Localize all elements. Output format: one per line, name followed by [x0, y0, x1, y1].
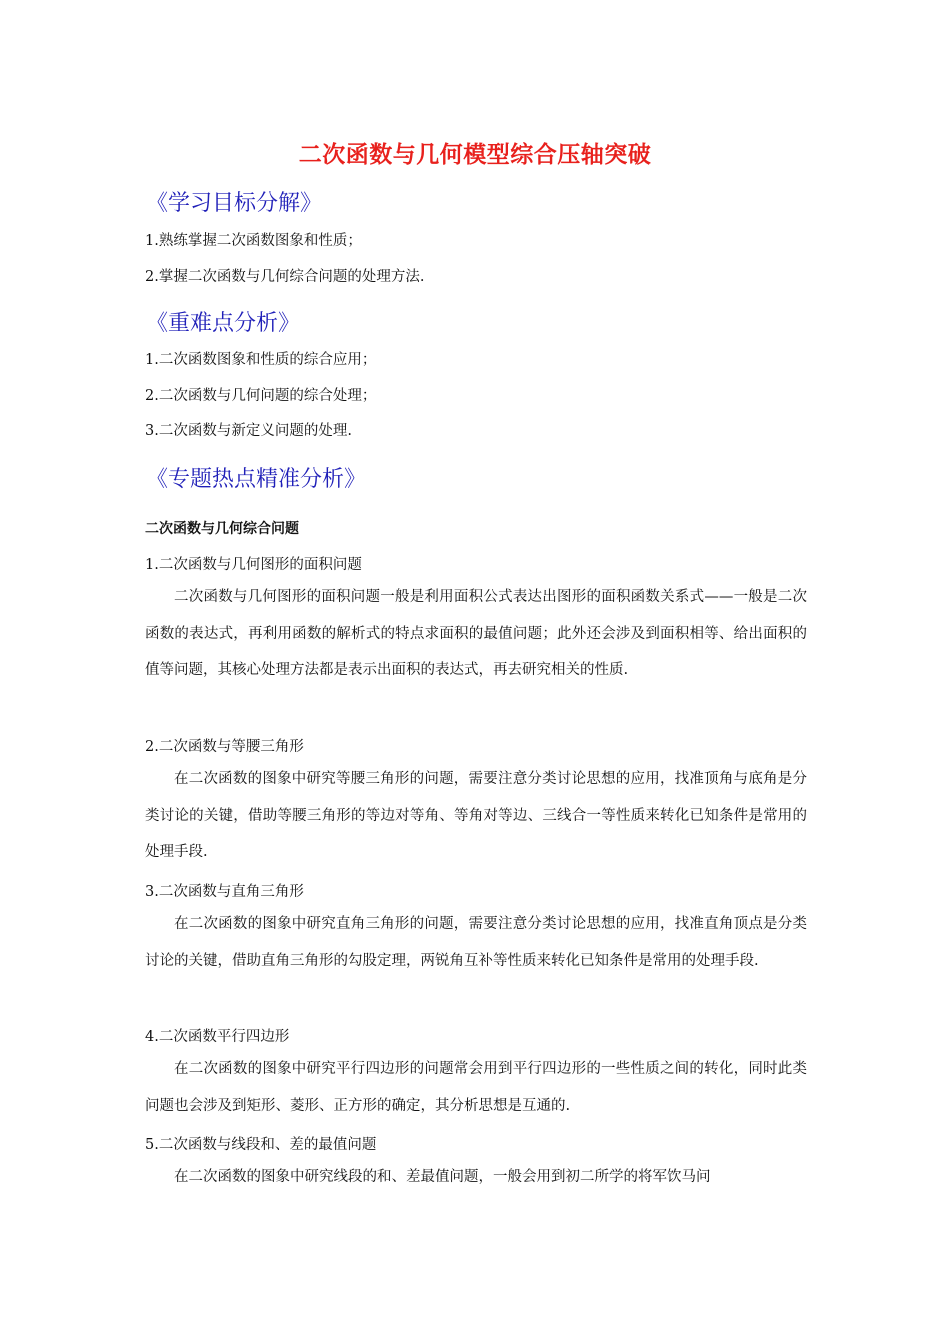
- key-point-item-3: 3.二次函数与新定义问题的处理.: [145, 423, 352, 439]
- heading-learning-goals: 《学习目标分解》: [146, 191, 323, 216]
- topic-label-5: 5.二次函数与线段和、差的最值问题: [145, 1137, 377, 1153]
- topic-text-1: 二次函数与几何图形的面积问题一般是利用面积公式表达出图形的面积函数关系式——一般是二次函数的表达式，再利用函数的解析式的特点求面积的最值问题；此外还会涉及到面积相等、给出面积的值等问题，其核心处理方法都是表示出面积的表达式，再去研究相关的性质.: [145, 589, 807, 678]
- goal-item-2: 2.掌握二次函数与几何综合问题的处理方法.: [145, 269, 425, 285]
- topic-text-3: 在二次函数的图象中研究直角三角形的问题，需要注意分类讨论思想的应用，找准直角顶点是分类讨论的关键，借助直角三角形的勾股定理，两锐角互补等性质来转化已知条件是常用的处理手段.: [145, 916, 807, 969]
- key-point-item-2: 2.二次函数与几何问题的综合处理；: [145, 388, 377, 404]
- topic-text-2: 在二次函数的图象中研究等腰三角形的问题，需要注意分类讨论思想的应用，找准顶角与底角是分类讨论的关键，借助等腰三角形的等边对等角、等角对等边、三线合一等性质来转化已知条件是常用的处理手段.: [145, 771, 807, 860]
- heading-key-points: 《重难点分析》: [146, 311, 301, 336]
- topic-label-3: 3.二次函数与直角三角形: [145, 884, 304, 900]
- document-title: 二次函数与几何模型综合压轴突破: [298, 142, 652, 168]
- subheading: 二次函数与几何综合问题: [145, 521, 299, 537]
- topic-label-4: 4.二次函数平行四边形: [145, 1029, 290, 1045]
- topic-label-2: 2.二次函数与等腰三角形: [145, 739, 304, 755]
- topic-text-4: 在二次函数的图象中研究平行四边形的问题常会用到平行四边形的一些性质之间的转化，同时此类问题也会涉及到矩形、菱形、正方形的确定，其分析思想是互通的.: [145, 1061, 807, 1114]
- topic-text-5: 在二次函数的图象中研究线段的和、差最值问题，一般会用到初二所学的将军饮马问: [174, 1169, 711, 1185]
- key-point-item-1: 1.二次函数图象和性质的综合应用；: [145, 352, 377, 368]
- topic-label-1: 1.二次函数与几何图形的面积问题: [145, 557, 362, 573]
- heading-hot-topics: 《专题热点精准分析》: [146, 467, 367, 492]
- goal-item-1: 1.熟练掌握二次函数图象和性质；: [145, 233, 362, 249]
